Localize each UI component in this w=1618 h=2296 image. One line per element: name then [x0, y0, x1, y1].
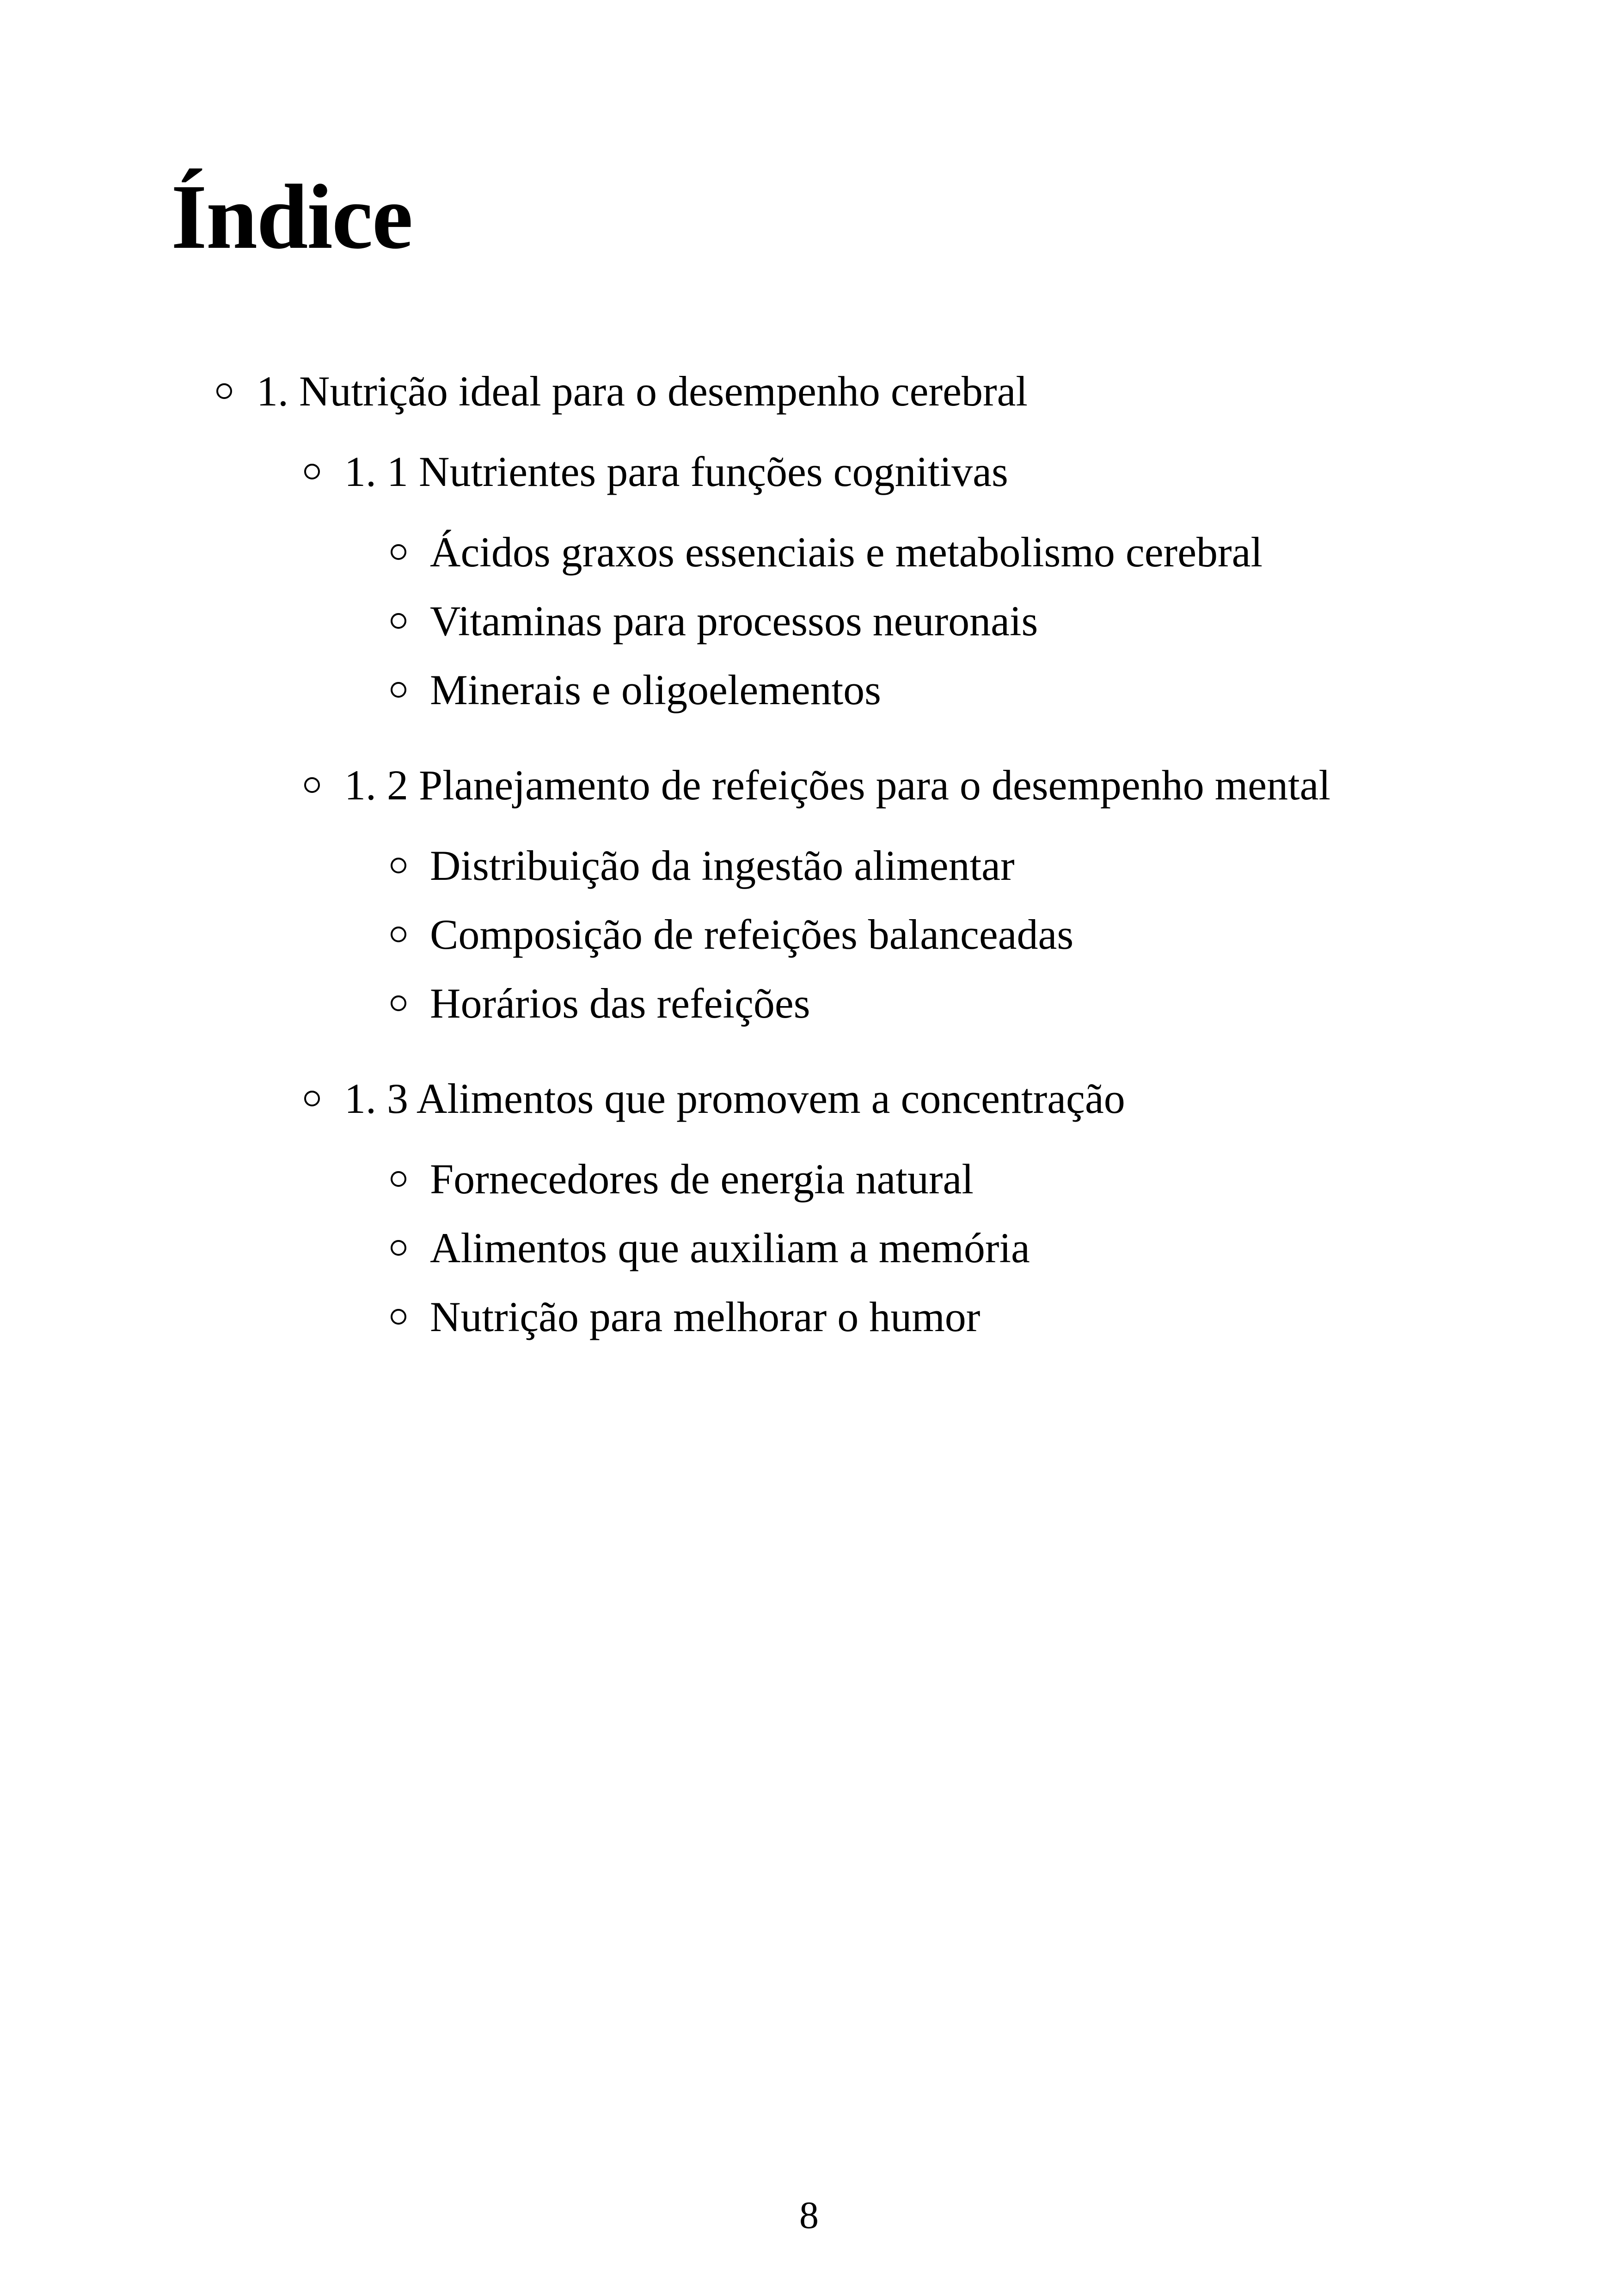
- bullet-circle-icon: [216, 383, 232, 399]
- toc-item[interactable]: Nutrição para melhorar o humor: [430, 1293, 981, 1340]
- toc-item[interactable]: Minerais e oligoelementos: [430, 666, 881, 713]
- bullet-circle-icon: [304, 1091, 320, 1106]
- bullet-circle-icon: [304, 464, 320, 479]
- toc-item[interactable]: Alimentos que auxiliam a memória: [430, 1224, 1030, 1271]
- page-number: 8: [799, 2194, 819, 2237]
- toc-item[interactable]: Vitaminas para processos neuronais: [430, 597, 1038, 645]
- toc-item[interactable]: Ácidos graxos essenciais e metabolismo cerebral: [430, 528, 1263, 576]
- toc-item[interactable]: Horários das refeições: [430, 980, 810, 1027]
- bullet-circle-icon: [304, 777, 320, 793]
- toc-chapter[interactable]: 1. Nutrição ideal para o desempenho cerebral: [257, 368, 1028, 415]
- bullet-circle-icon: [391, 1309, 406, 1325]
- toc-section[interactable]: 1. 2 Planejamento de refeições para o desempenho mental: [344, 761, 1331, 809]
- toc-item[interactable]: Composição de refeições balanceadas: [430, 911, 1074, 958]
- toc-section[interactable]: 1. 3 Alimentos que promovem a concentração: [344, 1075, 1125, 1122]
- toc-item[interactable]: Fornecedores de energia natural: [430, 1155, 974, 1203]
- bullet-circle-icon: [391, 544, 406, 560]
- bullet-circle-icon: [391, 1171, 406, 1187]
- bullet-circle-icon: [391, 682, 406, 698]
- bullet-circle-icon: [391, 858, 406, 873]
- bullet-circle-icon: [391, 995, 406, 1011]
- page-title: Índice: [171, 166, 412, 268]
- bullet-circle-icon: [391, 927, 406, 942]
- bullet-circle-icon: [391, 613, 406, 629]
- bullet-circle-icon: [391, 1240, 406, 1256]
- toc-section[interactable]: 1. 1 Nutrientes para funções cognitivas: [344, 448, 1008, 495]
- toc-item[interactable]: Distribuição da ingestão alimentar: [430, 842, 1015, 889]
